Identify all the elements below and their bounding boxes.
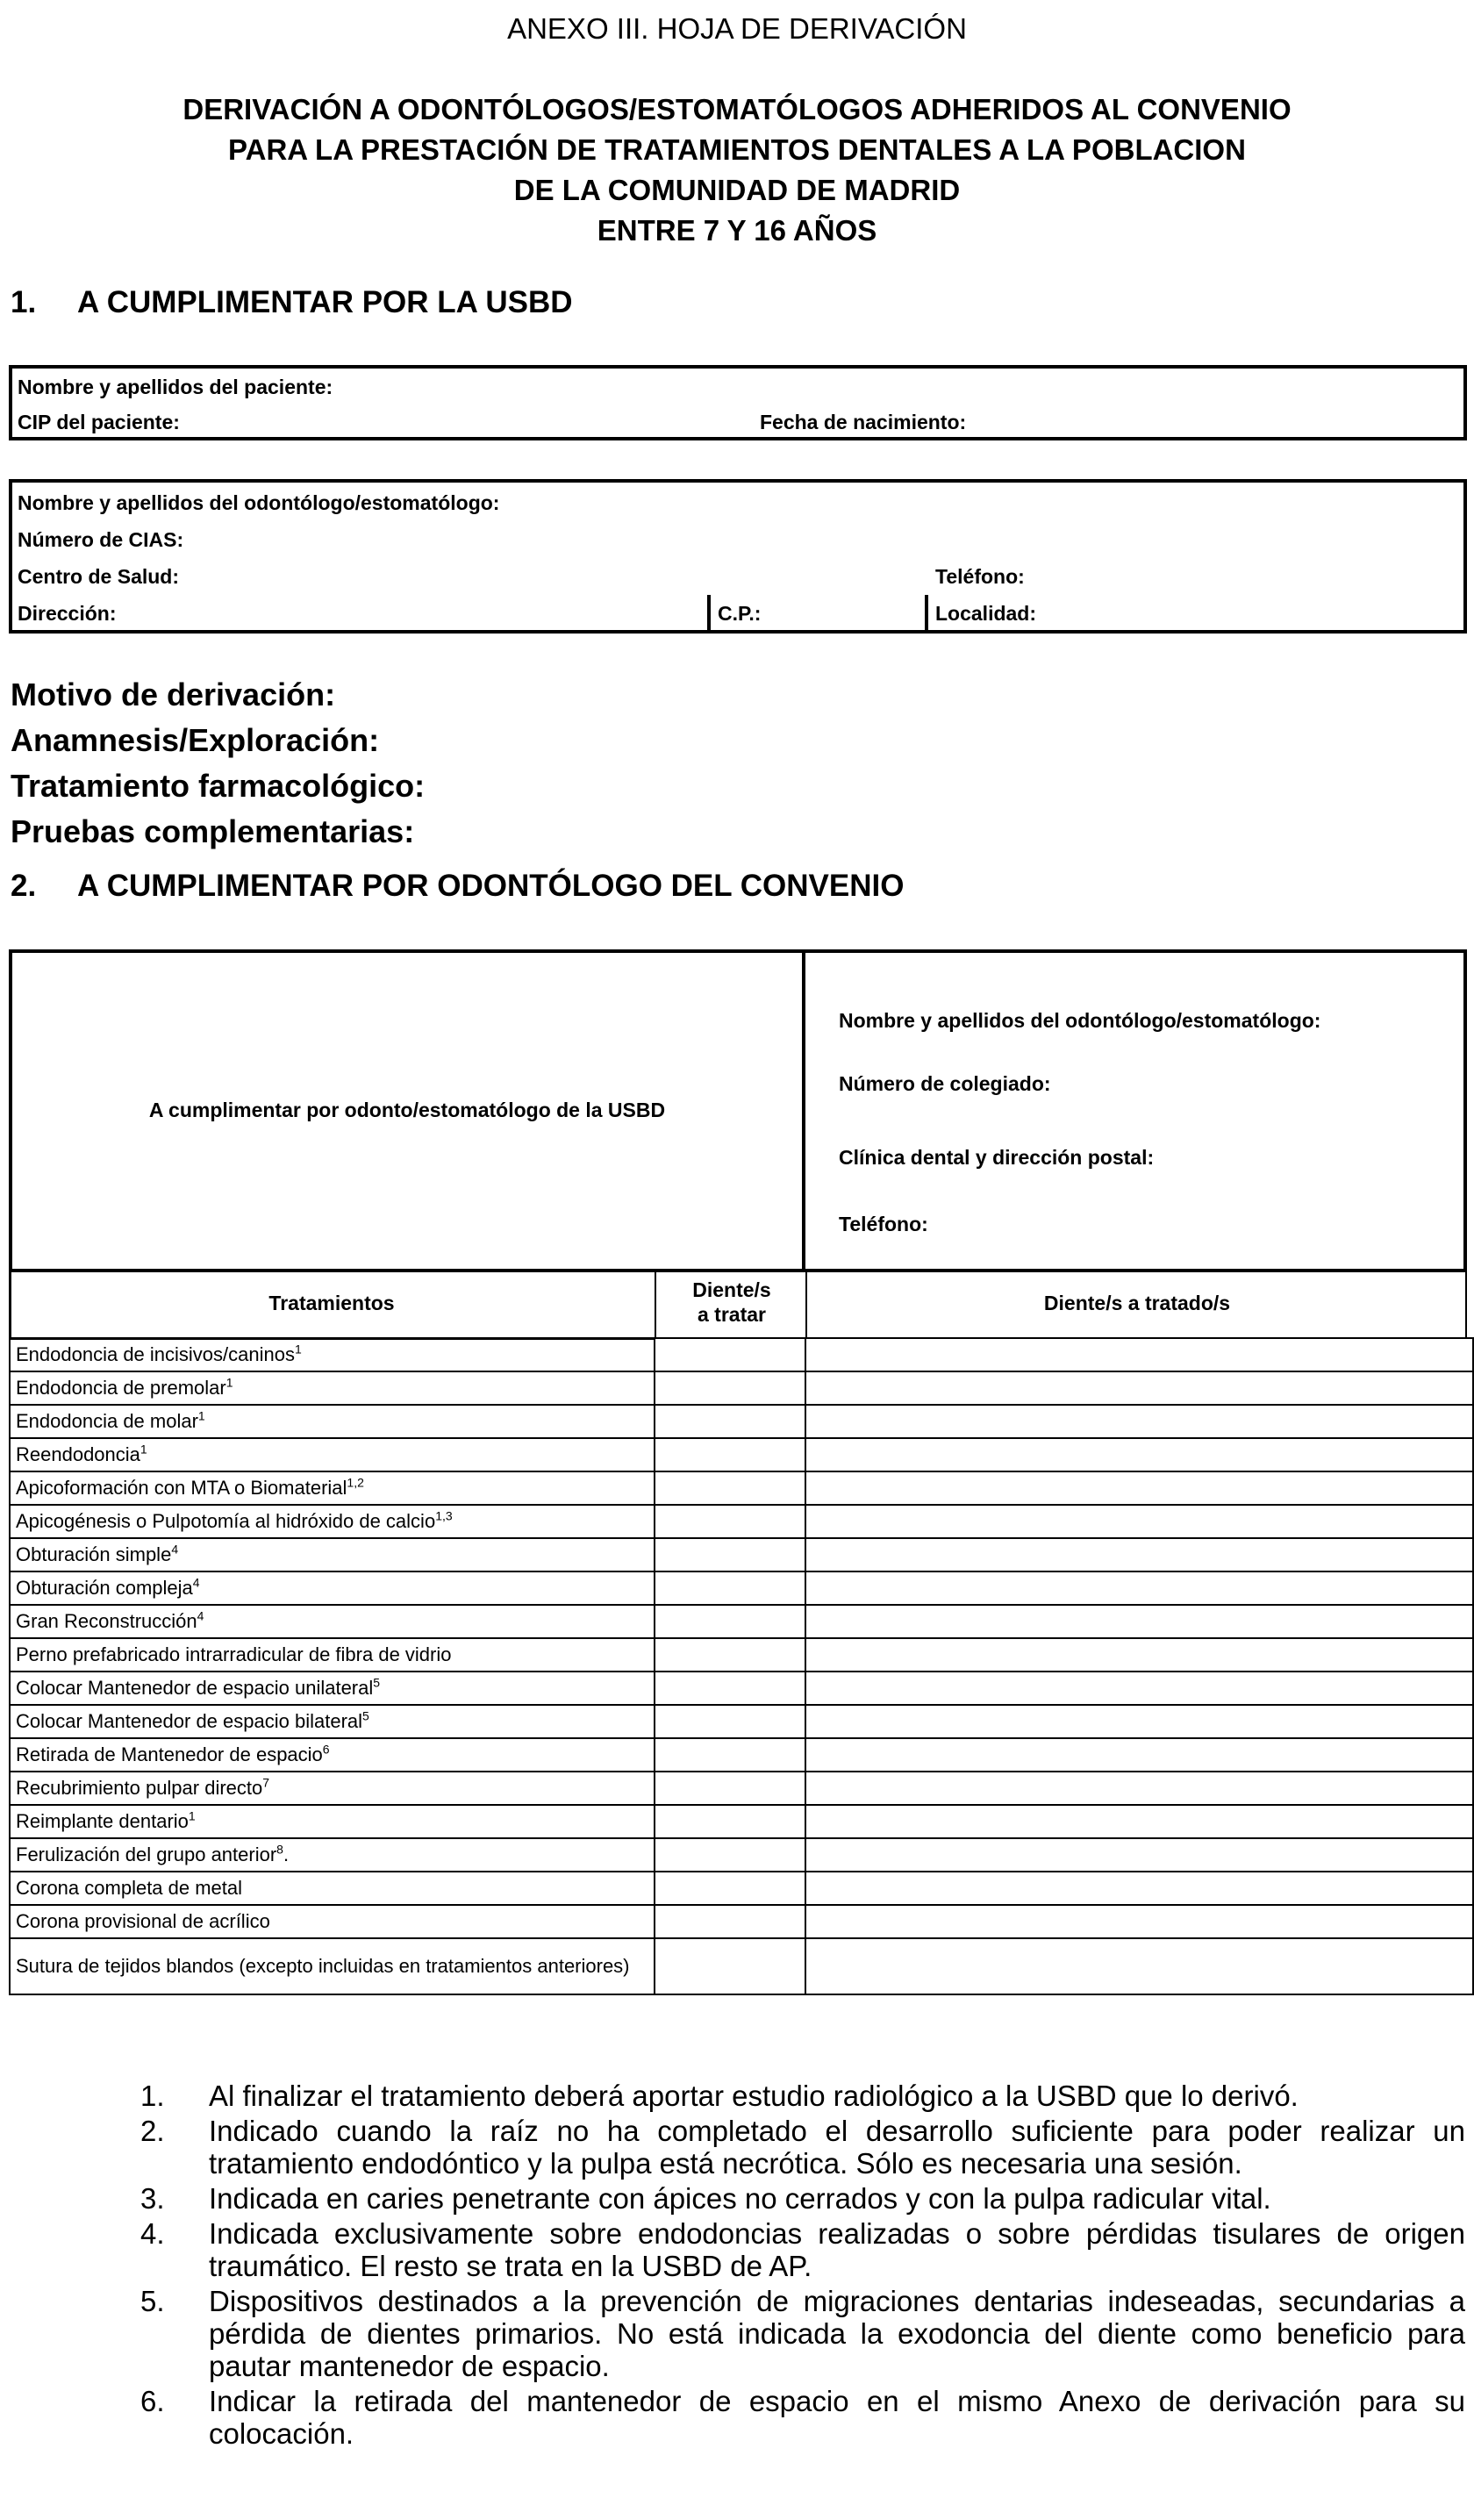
section-number: 2. <box>11 869 37 903</box>
teeth-to-treat-cell[interactable] <box>655 1405 805 1438</box>
teeth-to-treat-cell[interactable] <box>655 1471 805 1505</box>
teeth-treated-cell[interactable] <box>805 1872 1473 1905</box>
treatment-name-cell <box>10 1571 655 1605</box>
table-row <box>10 1738 1473 1772</box>
teeth-to-treat-cell[interactable] <box>655 1638 805 1672</box>
cias-label: Número de CIAS: <box>18 528 184 551</box>
anamnesis-label: Anamnesis/Exploración: <box>11 722 380 758</box>
footnote <box>132 2182 1465 2215</box>
footnote-ref: 4 <box>197 1608 204 1623</box>
complementary-tests-label: Pruebas complementarias: <box>11 813 415 849</box>
collegiate-number-label: Número de colegiado: <box>839 1072 1051 1095</box>
treatment-name: Colocar Mantenedor de espacio unilateral <box>16 1677 374 1699</box>
teeth-treated-cell[interactable] <box>805 1638 1473 1672</box>
treatment-name-cell <box>10 1838 655 1872</box>
locality-label: Localidad: <box>935 602 1037 625</box>
pharma-treatment-label: Tratamiento farmacológico: <box>11 768 426 804</box>
treatment-name-cell <box>10 1805 655 1838</box>
teeth-to-treat-cell[interactable] <box>655 1738 805 1772</box>
teeth-treated-cell[interactable] <box>805 1672 1473 1705</box>
footnote-text: Al finalizar el tratamiento deberá aportar estudio radiológico a la USBD que lo derivó. <box>209 2080 1299 2112</box>
teeth-treated-cell[interactable] <box>805 1471 1473 1505</box>
birth-date-label: Fecha de nacimiento: <box>760 411 967 433</box>
table-row <box>10 1405 1473 1438</box>
treatment-name-cell <box>10 1471 655 1505</box>
treatment-name-cell <box>10 1505 655 1538</box>
teeth-treated-cell[interactable] <box>805 1338 1473 1371</box>
dentist-name-label: Nombre y apellidos del odontólogo/estomatólogo: <box>18 491 500 514</box>
table-row <box>10 1872 1473 1905</box>
table-row <box>10 1471 1473 1505</box>
annex-title: ANEXO III. HOJA DE DERIVACIÓN <box>507 12 967 45</box>
footnote <box>132 2285 1465 2382</box>
teeth-to-treat-cell[interactable] <box>655 1338 805 1371</box>
teeth-to-treat-cell[interactable] <box>655 1605 805 1638</box>
table-row <box>10 1371 1473 1405</box>
patient-box <box>9 365 1467 440</box>
treatment-name-cell <box>10 1905 655 1938</box>
treatment-name: Reendodoncia <box>16 1443 140 1465</box>
table-row <box>10 1438 1473 1471</box>
section-title: A CUMPLIMENTAR POR ODONTÓLOGO DEL CONVENIO <box>77 869 905 903</box>
treatment-name-cell <box>10 1405 655 1438</box>
teeth-treated-cell[interactable] <box>805 1905 1473 1938</box>
clinic-address-label: Clínica dental y dirección postal: <box>839 1146 1155 1169</box>
table-row <box>10 1805 1473 1838</box>
footnote-text: Indicada exclusivamente sobre endodoncias realizadas o sobre pérdidas tisulares de origen traumático. El resto se trata en la USBD de AP. <box>209 2217 1465 2282</box>
treatment-name-cell <box>10 1638 655 1672</box>
treatment-name: Apicoformación con MTA o Biomaterial <box>16 1477 347 1499</box>
table-row <box>10 1638 1473 1672</box>
teeth-treated-cell[interactable] <box>805 1371 1473 1405</box>
teeth-to-treat-cell[interactable] <box>655 1872 805 1905</box>
footnote-ref: 8 <box>276 1842 283 1857</box>
patient-cip-label: CIP del paciente: <box>18 411 180 433</box>
col-to-treat-line2: a tratar <box>698 1303 766 1326</box>
treatment-name-cell <box>10 1605 655 1638</box>
section-number: 1. <box>11 285 37 319</box>
treatment-name: Retirada de Mantenedor de espacio <box>16 1743 323 1765</box>
table-row <box>10 1905 1473 1938</box>
title-line: DE LA COMUNIDAD DE MADRID <box>513 174 961 206</box>
teeth-to-treat-cell[interactable] <box>655 1772 805 1805</box>
teeth-treated-cell[interactable] <box>805 1705 1473 1738</box>
section-1-heading <box>11 285 573 320</box>
treatment-name: Corona completa de metal <box>16 1877 243 1899</box>
teeth-treated-cell[interactable] <box>805 1738 1473 1772</box>
referral-fields <box>11 672 425 855</box>
footnote-ref: 4 <box>171 1542 179 1557</box>
footnote-text: Indicar la retirada del mantenedor de espacio en el mismo Anexo de derivación para su colocación. <box>209 2385 1465 2450</box>
footnote-ref: 1 <box>225 1375 233 1390</box>
col-to-treat-line1: Diente/s <box>692 1278 771 1301</box>
treatment-name-cell <box>10 1338 655 1371</box>
usbd-box-label: A cumplimentar por odonto/estomatólogo de la USBD <box>148 1099 666 1121</box>
treatments-table-header <box>9 1269 1467 1339</box>
table-row <box>10 1605 1473 1638</box>
teeth-treated-cell[interactable] <box>805 1605 1473 1638</box>
table-row <box>10 1938 1473 1994</box>
footnote <box>132 2217 1465 2282</box>
treatment-name: Recubrimiento pulpar directo <box>16 1777 263 1799</box>
teeth-to-treat-cell[interactable] <box>655 1838 805 1872</box>
treatment-name: Obturación simple <box>16 1543 172 1565</box>
treatment-name: Endodoncia de premolar <box>16 1377 226 1399</box>
footnote-ref: 5 <box>362 1708 369 1723</box>
convenio-phone-label: Teléfono: <box>839 1213 928 1235</box>
treatment-name: Perno prefabricado intrarradicular de fibra de vidrio <box>16 1643 452 1665</box>
treatment-name-cell <box>10 1772 655 1805</box>
treatment-name-cell <box>10 1872 655 1905</box>
table-row <box>10 1505 1473 1538</box>
teeth-treated-cell[interactable] <box>805 1438 1473 1471</box>
teeth-treated-cell[interactable] <box>805 1772 1473 1805</box>
treatment-name-cell <box>10 1672 655 1705</box>
teeth-to-treat-cell[interactable] <box>655 1805 805 1838</box>
patient-name-label: Nombre y apellidos del paciente: <box>18 376 333 398</box>
footnote-ref: 5 <box>373 1675 381 1690</box>
table-row <box>10 1571 1473 1605</box>
footnote-ref: 1 <box>294 1342 302 1357</box>
treatment-name: Endodoncia de incisivos/caninos <box>16 1343 295 1365</box>
treatment-name: Obturación compleja <box>16 1577 193 1599</box>
footnote-number: 1. <box>140 2080 165 2112</box>
footnote-text: Indicada en caries penetrante con ápices no cerrados y con la pulpa radicular vital. <box>209 2182 1271 2215</box>
title-line: DERIVACIÓN A ODONTÓLOGOS/ESTOMATÓLOGOS ADHERIDOS AL CONVENIO <box>182 93 1292 125</box>
header-right-border <box>1465 1269 1467 1339</box>
header-divider <box>802 953 805 1269</box>
footnote-ref: 1 <box>140 1442 147 1457</box>
footnote-text: Dispositivos destinados a la prevención de migraciones dentarias indeseadas, secundarias a pérdida de dientes primarios. No está indicada la exodoncia del diente como beneficio para pautar mantenedor de espacio. <box>209 2285 1465 2382</box>
address-label: Dirección: <box>18 602 117 625</box>
referral-reason-label: Motivo de derivación: <box>11 677 336 712</box>
footnote-ref: 6 <box>322 1742 330 1757</box>
teeth-to-treat-cell[interactable] <box>655 1505 805 1538</box>
treatment-name-cell <box>10 1538 655 1571</box>
treatment-name-cell <box>10 1371 655 1405</box>
col-treatments-header: Tratamientos <box>268 1292 395 1314</box>
treatments-table <box>9 1337 1474 1995</box>
treatment-name: Endodoncia de molar <box>16 1410 198 1432</box>
teeth-treated-cell[interactable] <box>805 1505 1473 1538</box>
teeth-to-treat-cell[interactable] <box>655 1672 805 1705</box>
treatment-name-cell <box>10 1938 655 1994</box>
postal-code-label: C.P.: <box>718 602 762 625</box>
title-line: ENTRE 7 Y 16 AÑOS <box>597 214 877 247</box>
teeth-to-treat-cell[interactable] <box>655 1371 805 1405</box>
teeth-to-treat-cell[interactable] <box>655 1938 805 1994</box>
footnote-number: 2. <box>140 2115 165 2147</box>
table-row <box>10 1772 1473 1805</box>
treatment-name: Ferulización del grupo anterior <box>16 1843 277 1865</box>
footnote-ref: 1,3 <box>435 1508 453 1523</box>
teeth-to-treat-cell[interactable] <box>655 1538 805 1571</box>
footnote-ref: 1 <box>197 1408 205 1423</box>
treatment-name: Apicogénesis o Pulpotomía al hidróxido de calcio <box>16 1510 436 1532</box>
footnote-ref: 1,2 <box>347 1475 364 1490</box>
table-row <box>10 1705 1473 1738</box>
footnotes <box>132 2080 1465 2452</box>
footnote-ref: 1 <box>188 1808 196 1823</box>
treatment-name: Corona provisional de acrílico <box>16 1910 270 1932</box>
footnote-number: 3. <box>140 2182 165 2215</box>
footnote-ref: 4 <box>192 1575 200 1590</box>
treatment-name: Colocar Mantenedor de espacio bilateral <box>16 1710 363 1732</box>
teeth-treated-cell[interactable] <box>805 1805 1473 1838</box>
treatment-name: Gran Reconstrucción <box>16 1610 197 1632</box>
footnote-number: 4. <box>140 2217 165 2250</box>
footnote-text: Indicado cuando la raíz no ha completado el desarrollo suficiente para poder realizar un tratamiento endodóntico y la pulpa está necrótica. Sólo es necesaria una sesión. <box>209 2115 1465 2180</box>
teeth-to-treat-cell[interactable] <box>655 1705 805 1738</box>
footnote-ref: 7 <box>262 1775 270 1790</box>
dentist-box <box>9 479 1467 634</box>
teeth-treated-cell[interactable] <box>805 1571 1473 1605</box>
document-title <box>0 89 1474 251</box>
teeth-treated-cell[interactable] <box>805 1405 1473 1438</box>
treatment-name-cell <box>10 1705 655 1738</box>
footnote <box>132 2080 1465 2112</box>
treatment-name-cell <box>10 1738 655 1772</box>
table-row <box>10 1338 1473 1371</box>
phone-label: Teléfono: <box>935 565 1025 588</box>
table-row <box>10 1672 1473 1705</box>
footnote <box>132 2385 1465 2450</box>
cp-divider <box>707 595 711 632</box>
teeth-to-treat-cell[interactable] <box>655 1438 805 1471</box>
section-2-heading <box>11 869 904 904</box>
col-treated-header: Diente/s a tratado/s <box>1043 1292 1231 1314</box>
teeth-treated-cell[interactable] <box>805 1938 1473 1994</box>
section-title: A CUMPLIMENTAR POR LA USBD <box>77 285 573 319</box>
convenio-header-box <box>9 949 1467 1272</box>
teeth-treated-cell[interactable] <box>805 1838 1473 1872</box>
teeth-treated-cell[interactable] <box>805 1538 1473 1571</box>
treatment-name: Reimplante dentario <box>16 1810 189 1832</box>
teeth-to-treat-cell[interactable] <box>655 1905 805 1938</box>
treatment-name: Sutura de tejidos blandos (excepto incluidas en tratamientos anteriores) <box>16 1955 630 1977</box>
locality-divider <box>925 595 928 632</box>
col-to-treat-header <box>656 1278 807 1327</box>
treatment-suffix: . <box>283 1843 290 1865</box>
title-line: PARA LA PRESTACIÓN DE TRATAMIENTOS DENTALES A LA POBLACION <box>228 133 1246 166</box>
teeth-to-treat-cell[interactable] <box>655 1571 805 1605</box>
convenio-dentist-name-label: Nombre y apellidos del odontólogo/estomatólogo: <box>839 1009 1321 1032</box>
table-row <box>10 1838 1473 1872</box>
treatment-name-cell <box>10 1438 655 1471</box>
footnote <box>132 2115 1465 2180</box>
footnote-number: 5. <box>140 2285 165 2317</box>
health-center-label: Centro de Salud: <box>18 565 180 588</box>
footnote-number: 6. <box>140 2385 165 2417</box>
table-row <box>10 1538 1473 1571</box>
